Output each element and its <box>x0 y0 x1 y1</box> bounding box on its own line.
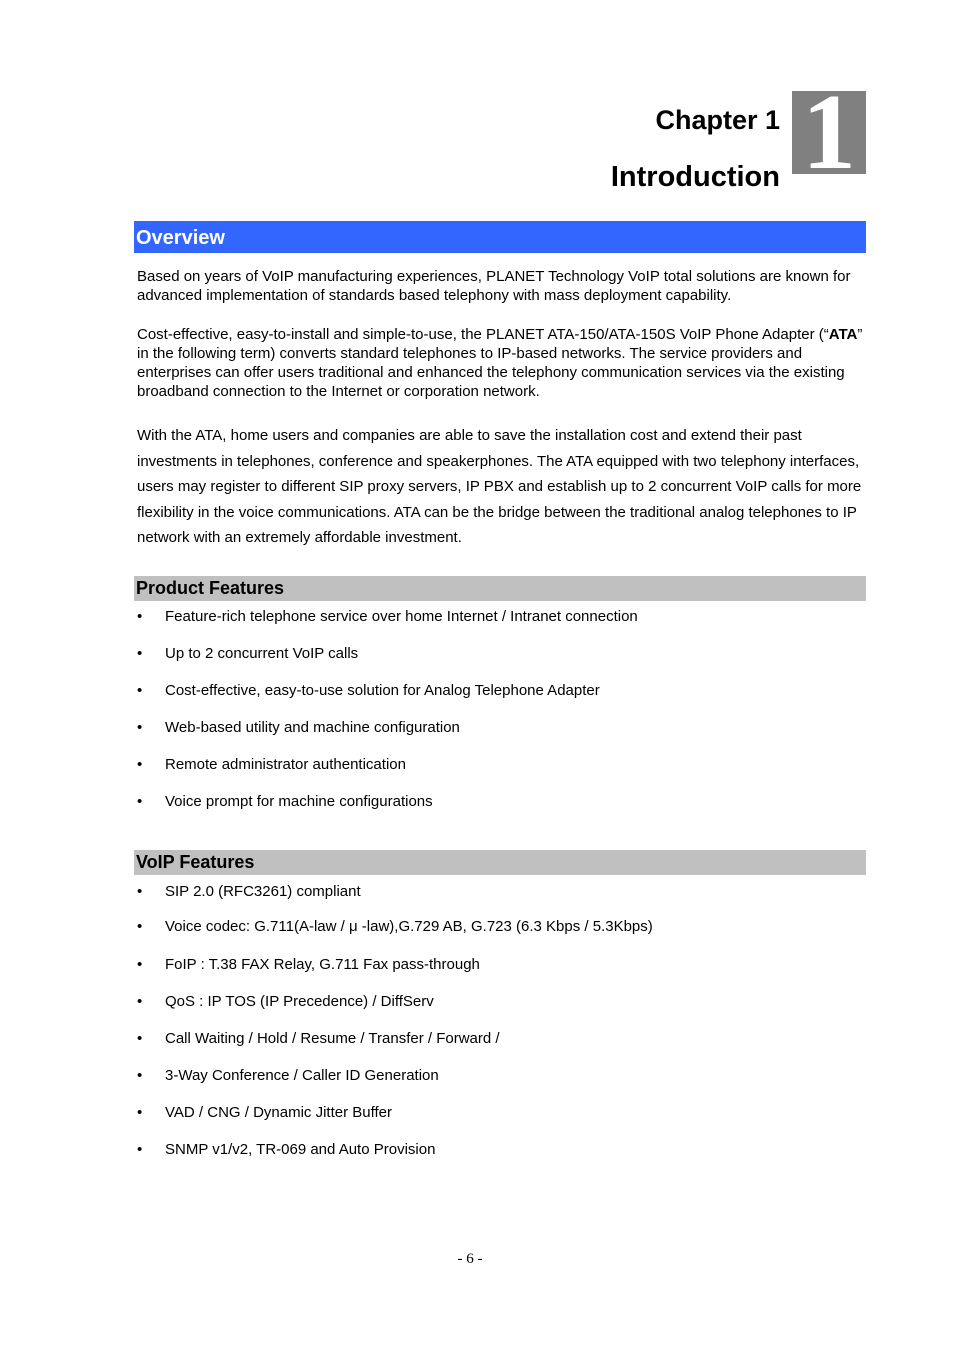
p2-post-text: ” in the following term) converts standard telephones to IP-based networks. The service providers and enterprises can offer users traditional and enhanced the telephony communication services via the existing broadband connection to the Internet or corporation network. <box>137 326 863 400</box>
overview-paragraph-1: Based on years of VoIP manufacturing experiences, PLANET Technology VoIP total solutions are known for advanced implementation of standards based telephony with mass deployment capability. <box>137 268 851 304</box>
overview-paragraph-3: With the ATA, home users and companies are able to save the installation cost and extend their past investments in telephones, conference and speakerphones. The ATA equipped with two telephony interfaces, users may register to different SIP proxy servers, IP PBX and establish up to 2 concurrent VoIP calls for more flexibility in the voice communications. ATA can be the bridge between the traditional analog telephones to IP network with an extremely affordable investment. <box>137 427 862 547</box>
list-item: • VAD / CNG / Dynamic Jitter Buffer <box>137 1103 867 1122</box>
chapter-title: Chapter 1 <box>655 105 780 135</box>
list-item: • Feature-rich telephone service over home Internet / Intranet connection <box>137 607 867 626</box>
list-item: • Voice codec: G.711(A-law / μ -law),G.729 AB, G.723 (6.3 Kbps / 5.3Kbps) <box>137 917 867 936</box>
list-item: • Web-based utility and machine configuration <box>137 718 867 737</box>
page-number: - 6 - <box>457 1251 483 1267</box>
overview-heading: Overview <box>134 221 866 253</box>
list-item: • Up to 2 concurrent VoIP calls <box>137 644 867 663</box>
chapter-subtitle: Introduction <box>610 161 780 193</box>
list-item: • SIP 2.0 (RFC3261) compliant <box>137 882 867 901</box>
list-item: • SNMP v1/v2, TR-069 and Auto Provision <box>137 1140 867 1159</box>
overview-paragraph-2 <box>137 325 867 401</box>
ata-term: ATA <box>828 326 858 343</box>
product-features-heading: Product Features <box>134 576 866 601</box>
chapter-number-block: 1 <box>792 91 866 174</box>
list-item: • 3-Way Conference / Caller ID Generation <box>137 1066 867 1085</box>
voip-features-heading: VoIP Features <box>134 850 866 875</box>
p2-pre-text: Cost-effective, easy-to-install and simple-to-use, the PLANET ATA-150/ATA-150S VoIP Phone Adapter (“ <box>137 326 829 343</box>
list-item: • Cost-effective, easy-to-use solution for Analog Telephone Adapter <box>137 681 867 700</box>
voip-features-list <box>137 882 867 1177</box>
list-item: • Voice prompt for machine configurations <box>137 792 867 811</box>
product-features-list <box>137 607 867 829</box>
list-item: • Remote administrator authentication <box>137 755 867 774</box>
list-item: • FoIP : T.38 FAX Relay, G.711 Fax pass-through <box>137 955 867 974</box>
list-item: • QoS : IP TOS (IP Precedence) / DiffServ <box>137 992 867 1011</box>
list-item: • Call Waiting / Hold / Resume / Transfer / Forward / <box>137 1029 867 1048</box>
